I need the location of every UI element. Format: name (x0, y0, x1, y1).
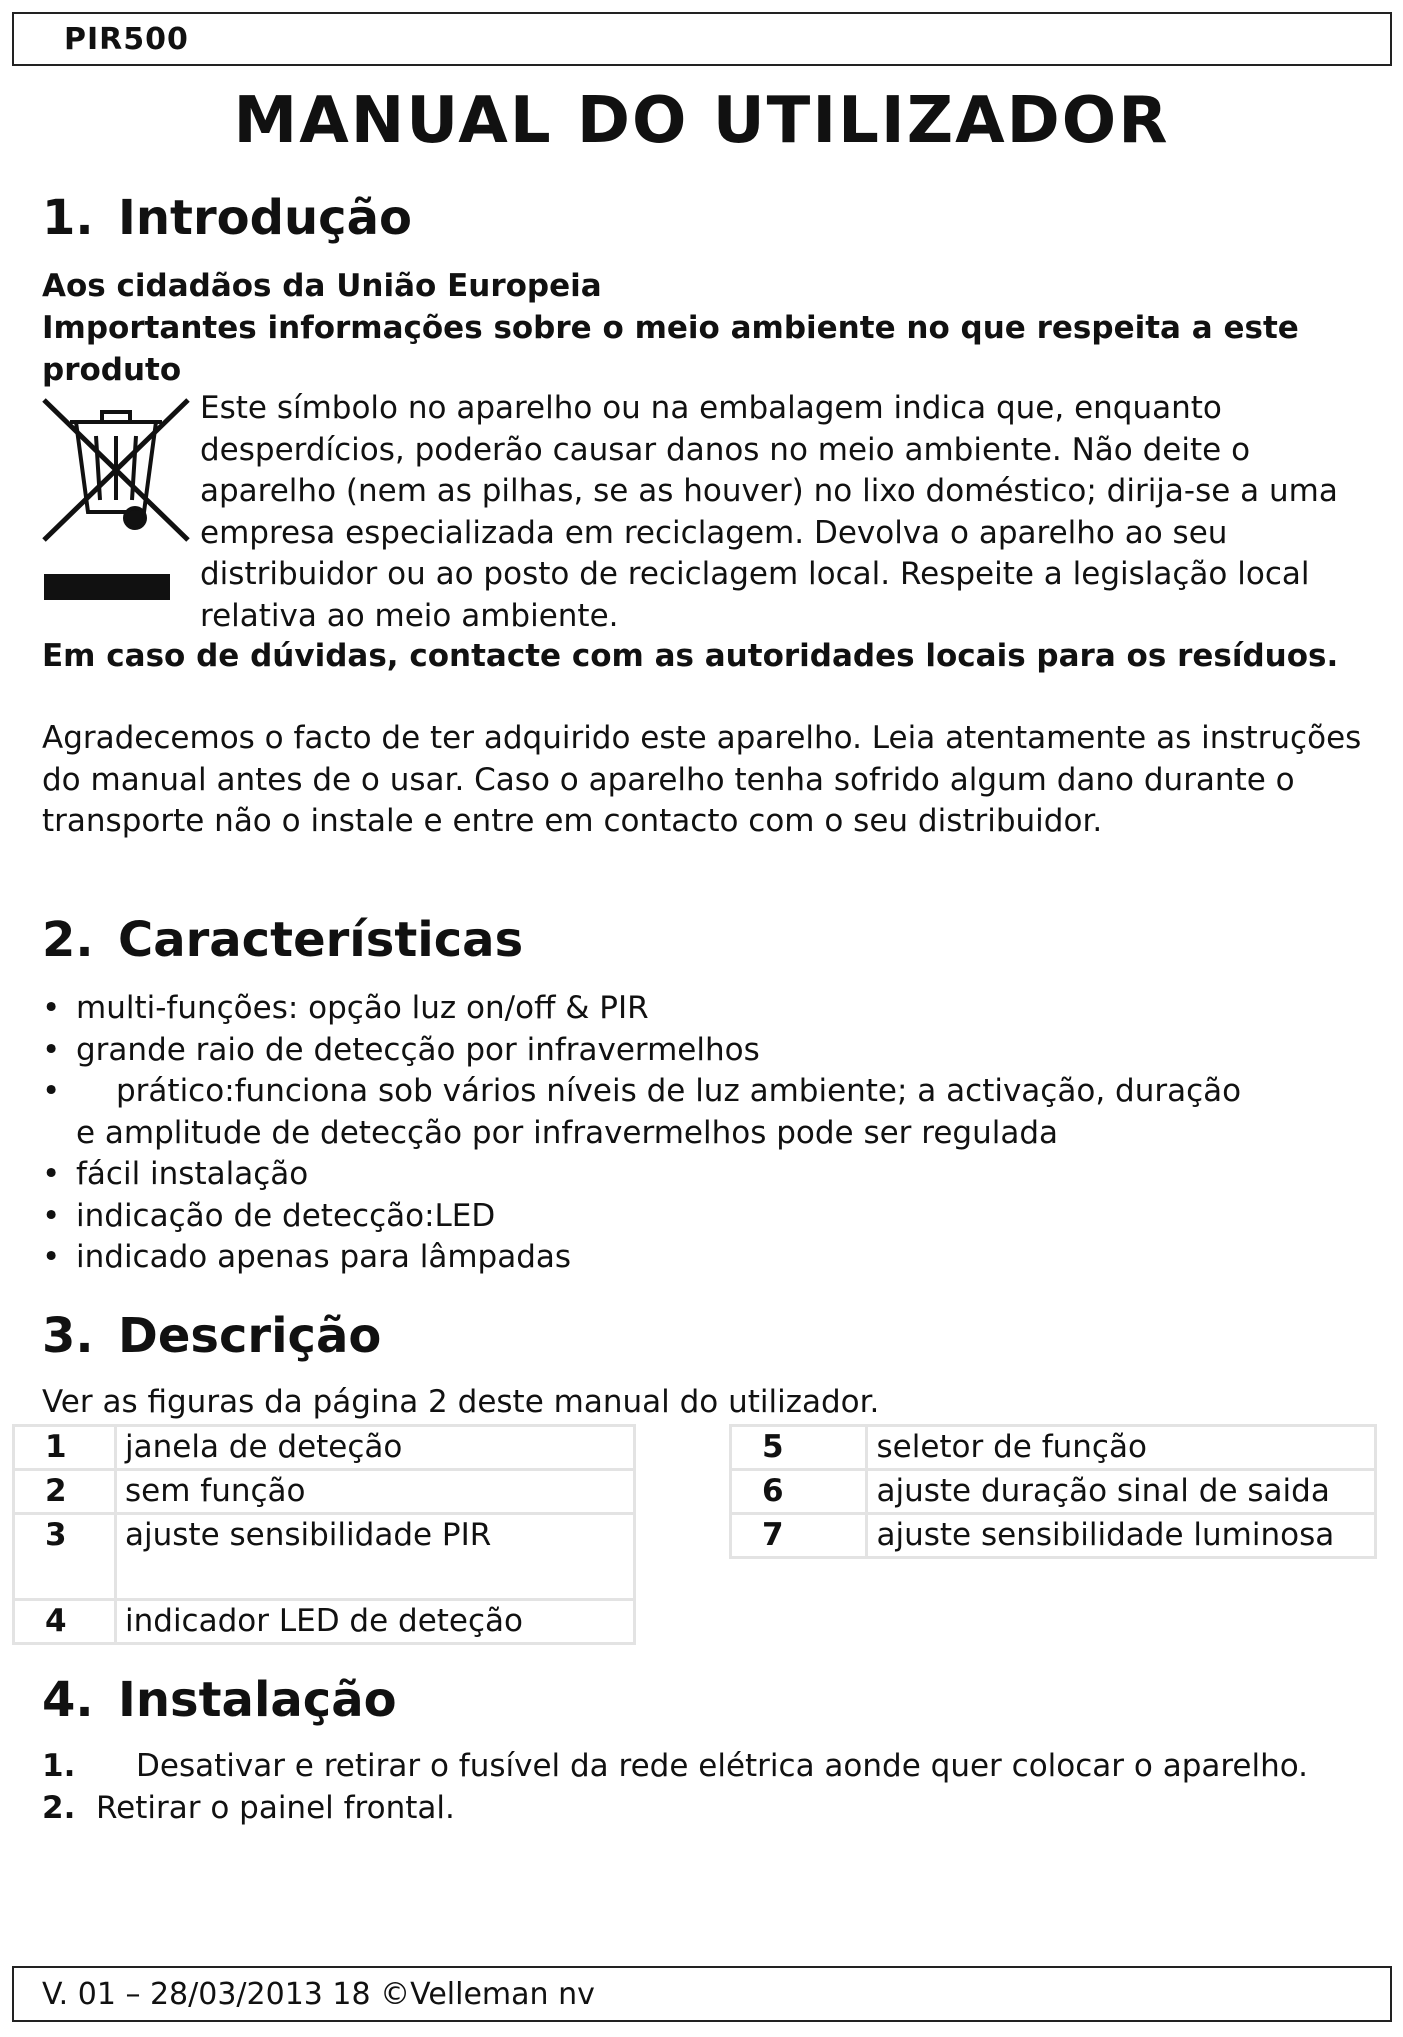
part-label: ajuste duração sinal de saida (867, 1470, 1376, 1514)
environment-notice: Este símbolo no aparelho ou na embalagem indica que, enquanto desperdícios, poderão causar danos no meio ambiente. Não deite o aparelho (nem as pilhas, se as houver) no lixo doméstico; dirija-se a uma empresa especializada em reciclagem. Devolva o aparelho ao seu distribuidor ou ao posto de reciclagem local. Respeite a legislação local relativa ao meio ambiente. (200, 390, 1338, 634)
part-number: 2 (14, 1470, 116, 1514)
section-number: 3. (42, 1308, 94, 1364)
table-row (14, 1514, 635, 1600)
table-row (731, 1514, 1376, 1558)
weee-recycling-icon (40, 392, 192, 606)
eu-citizens-subheading: Aos cidadãos da União Europeia (42, 268, 602, 304)
section-title: Descrição (118, 1308, 382, 1364)
section-title: Instalação (118, 1672, 397, 1728)
list-item (42, 1071, 1372, 1154)
page-footer (12, 1966, 1392, 2022)
section-heading-features (42, 912, 523, 968)
part-label: ajuste sensibilidade luminosa (867, 1514, 1376, 1558)
list-item (42, 1746, 1372, 1788)
part-number: 6 (731, 1470, 867, 1514)
table-row (14, 1470, 635, 1514)
section-title: Introdução (118, 190, 412, 246)
product-code: PIR500 (64, 22, 189, 57)
part-number: 1 (14, 1426, 116, 1470)
description-intro: Ver as figuras da página 2 deste manual do utilizador. (42, 1384, 880, 1420)
list-item-continuation: e amplitude de detecção por infravermelhos pode ser regulada (76, 1114, 1059, 1151)
table-row (14, 1600, 635, 1644)
section-heading-intro (42, 190, 412, 246)
list-item-text: prático:funciona sob vários níveis de luz ambiente; a activação, duração (116, 1073, 1242, 1109)
part-label: ajuste sensibilidade PIR (116, 1514, 635, 1600)
part-number: 4 (14, 1600, 116, 1644)
step-text: Desativar e retirar o fusível da rede elétrica aonde quer colocar o aparelho. (136, 1748, 1309, 1784)
list-item (42, 1788, 1372, 1830)
thanks-paragraph: Agradecemos o facto de ter adquirido este aparelho. Leia atentamente as instruções do manual antes de o usar. Caso o aparelho tenha sofrido algum dano durante o transporte não o instale e entre em contacto com o seu distribuidor. (42, 720, 1362, 839)
list-item: • indicação de detecção:LED (42, 1196, 1372, 1238)
table-row (731, 1470, 1376, 1514)
step-number: 1. (42, 1748, 76, 1784)
footer-text: V. 01 – 28/03/2013 18 ©Velleman nv (42, 1977, 595, 2012)
step-number: 2. (42, 1789, 76, 1826)
part-number: 7 (731, 1514, 867, 1558)
part-label: janela de deteção (116, 1426, 635, 1470)
section-number: 1. (42, 190, 94, 246)
step-text: Retirar o painel frontal. (96, 1789, 455, 1826)
part-number: 3 (14, 1514, 116, 1600)
section-number: 4. (42, 1672, 94, 1728)
section-heading-description (42, 1308, 381, 1364)
section-number: 2. (42, 912, 94, 968)
page-header (12, 12, 1392, 66)
parts-table-left (12, 1424, 636, 1645)
doubts-notice: Em caso de dúvidas, contacte com as autoridades locais para os resíduos. (42, 638, 1339, 674)
section-title: Características (118, 912, 524, 968)
features-list (42, 988, 1372, 1279)
table-row (731, 1426, 1376, 1470)
parts-table-right (729, 1424, 1377, 1559)
part-number: 5 (731, 1426, 867, 1470)
part-label: seletor de função (867, 1426, 1376, 1470)
list-item: • fácil instalação (42, 1154, 1372, 1196)
part-label: indicador LED de deteção (116, 1600, 635, 1644)
list-item: • multi-funções: opção luz on/off & PIR (42, 988, 1372, 1030)
installation-steps (42, 1746, 1372, 1829)
list-item: • indicado apenas para lâmpadas (42, 1237, 1372, 1279)
environment-subheading: Importantes informações sobre o meio ambiente no que respeita a este produto (42, 310, 1299, 388)
part-label: sem função (116, 1470, 635, 1514)
table-row (14, 1426, 635, 1470)
page-title: MANUAL DO UTILIZADOR (233, 84, 1170, 158)
section-heading-installation (42, 1672, 397, 1728)
list-item: • grande raio de detecção por infravermelhos (42, 1030, 1372, 1072)
